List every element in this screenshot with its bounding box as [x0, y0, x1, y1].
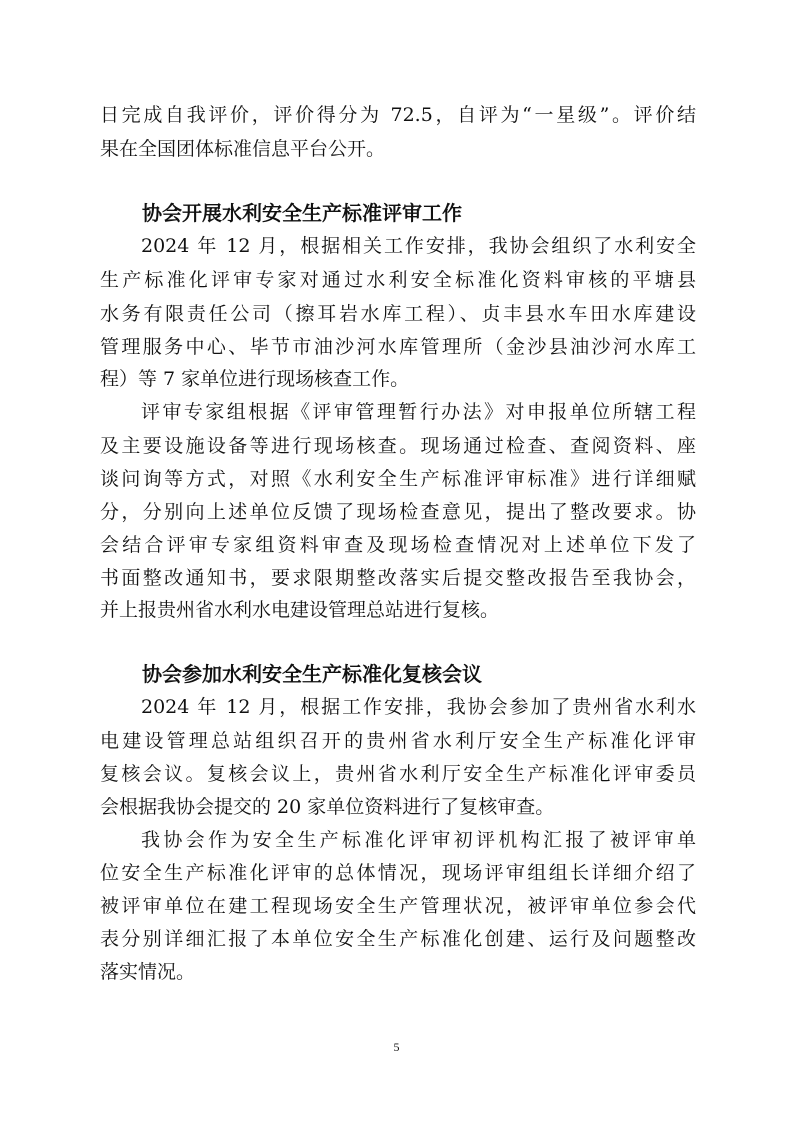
paragraph-line: 会结合评审专家组资料审查及现场检查情况对上述单位下发了	[100, 534, 696, 556]
paragraph-line: 表分别详细汇报了本单位安全生产标准化创建、运行及问题整改	[100, 928, 696, 950]
paragraph-line: 评审专家组根据《评审管理暂行办法》对申报单位所辖工程	[141, 401, 696, 423]
paragraph-line: 并上报贵州省水利水电建设管理总站进行复核。	[100, 599, 500, 621]
paragraph-line: 果在全国团体标准信息平台公开。	[100, 138, 386, 160]
paragraph-line: 程）等 7 家单位进行现场核查工作。	[100, 368, 410, 390]
page-number: 5	[393, 1040, 400, 1054]
section-heading: 协会参加水利安全生产标准化复核会议	[142, 662, 482, 686]
paragraph-line: 水务有限责任公司（擦耳岩水库工程）、贞丰县水车田水库建设	[100, 303, 696, 325]
paragraph-line: 电建设管理总站组织召开的贵州省水利厅安全生产标准化评审	[100, 730, 696, 752]
paragraph-line: 落实情况。	[100, 961, 196, 983]
paragraph-line: 被评审单位在建工程现场安全生产管理状况，被评审单位参会代	[100, 895, 696, 917]
paragraph-line: 日完成自我评价，评价得分为 72.5，自评为“一星级”。评价结	[100, 104, 696, 126]
paragraph-line: 位安全生产标准化评审的总体情况，现场评审组组长详细介绍了	[100, 862, 696, 884]
paragraph-line: 管理服务中心、毕节市油沙河水库管理所（金沙县油沙河水库工	[100, 336, 696, 358]
paragraph-line: 我协会作为安全生产标准化评审初评机构汇报了被评审单	[141, 829, 696, 851]
paragraph-line: 分，分别向上述单位反馈了现场检查意见，提出了整改要求。协	[100, 501, 696, 523]
section-heading: 协会开展水利安全生产标准评审工作	[142, 201, 462, 225]
paragraph-line: 复核会议。复核会议上，贵州省水利厅安全生产标准化评审委员	[100, 763, 696, 785]
paragraph-line: 2024 年 12 月，根据工作安排，我协会参加了贵州省水利水	[141, 696, 696, 718]
paragraph-line: 书面整改通知书，要求限期整改落实后提交整改报告至我协会，	[100, 567, 696, 589]
paragraph-line: 会根据我协会提交的 20 家单位资料进行了复核审查。	[100, 796, 555, 818]
paragraph-line: 生产标准化评审专家对通过水利安全标准化资料审核的平塘县	[100, 269, 696, 291]
paragraph-line: 2024 年 12 月，根据相关工作安排，我协会组织了水利安全	[141, 235, 696, 257]
paragraph-line: 及主要设施设备等进行现场核查。现场通过检查、查阅资料、座	[100, 435, 696, 457]
paragraph-line: 谈问询等方式，对照《水利安全生产标准评审标准》进行详细赋	[100, 468, 696, 490]
